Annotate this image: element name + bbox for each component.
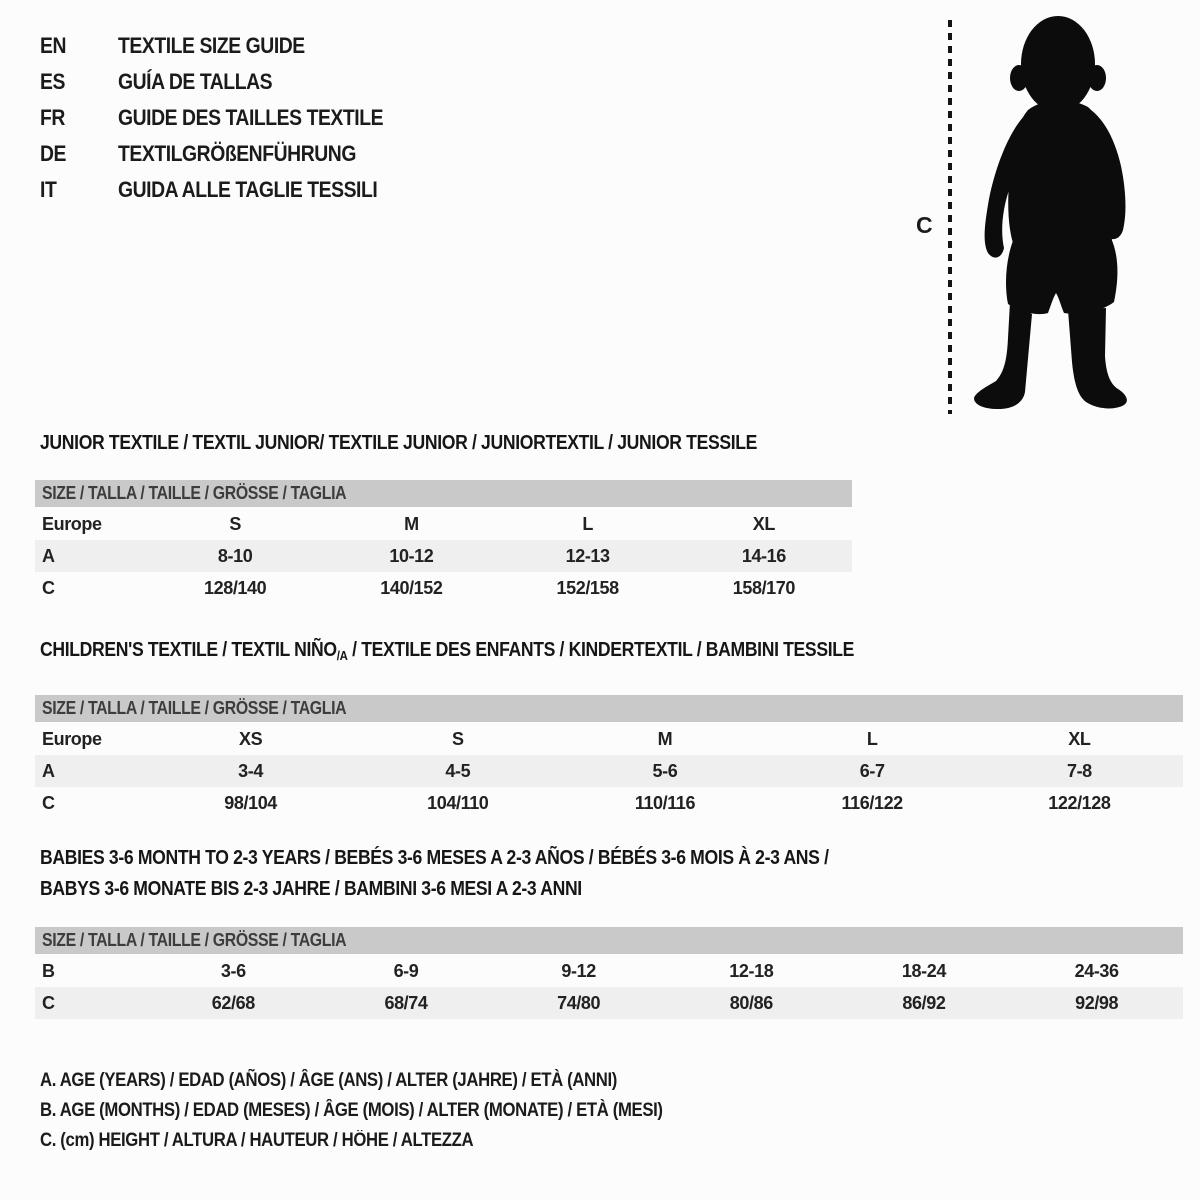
- language-code: DE: [40, 141, 67, 166]
- size-bar-text: SIZE / TALLA / TAILLE / GRÖSSE / TAGLIA: [42, 482, 347, 503]
- height-value: 92/98: [1075, 992, 1119, 1013]
- months-value: 3-6: [220, 961, 246, 982]
- language-row-es: [40, 64, 419, 100]
- size-bar-text: SIZE / TALLA / TAILLE / GRÖSSE / TAGLIA: [42, 697, 347, 718]
- language-code: ES: [40, 69, 65, 94]
- height-value: 140/152: [380, 577, 443, 598]
- junior-section-title: [40, 432, 855, 455]
- legend-text-c: C. (cm) HEIGHT / ALTURA / HAUTEUR / HÖHE / ALTEZZA: [40, 1130, 474, 1151]
- region-label: Europe: [42, 514, 102, 535]
- age-value: 6-7: [859, 760, 885, 781]
- language-row-fr: [40, 100, 419, 136]
- age-value: 14-16: [741, 545, 786, 566]
- language-title: TEXTILGRÖßENFÜHRUNG: [118, 141, 356, 166]
- row-label: A: [42, 760, 55, 781]
- language-title: GUIDE DES TAILLES TEXTILE: [118, 105, 384, 130]
- legend-text-b: B. AGE (MONTHS) / EDAD (MESES) / ÂGE (MOIS) / ALTER (MONATE) / ETÀ (MESI): [40, 1100, 663, 1121]
- height-measure-dashed-line: [948, 20, 952, 414]
- age-value: 10-12: [389, 545, 434, 566]
- children-title-post: / TEXTILE DES ENFANTS / KINDERTEXTIL / BAMBINI TESSILE: [347, 639, 855, 661]
- height-value: 116/122: [841, 792, 903, 813]
- size-bar-label: [35, 695, 1183, 723]
- babies-size-table: [35, 927, 1183, 1019]
- height-value: 122/128: [1048, 792, 1111, 813]
- toddler-leg-right: [1068, 308, 1127, 408]
- toddler-shorts: [1006, 238, 1117, 314]
- toddler-ear-left: [1010, 65, 1028, 91]
- age-value: 5-6: [652, 760, 678, 781]
- size-bar-row: [35, 695, 1183, 723]
- legend-line-c: [40, 1126, 748, 1156]
- months-value: 12-18: [729, 961, 774, 982]
- size-bar-text: SIZE / TALLA / TAILLE / GRÖSSE / TAGLIA: [42, 929, 347, 950]
- size-label: M: [657, 729, 673, 750]
- junior-height-row: [35, 572, 852, 604]
- months-value: 18-24: [901, 961, 946, 982]
- toddler-head: [1021, 16, 1095, 112]
- height-measure-label: C: [916, 212, 933, 238]
- row-label: C: [42, 577, 55, 598]
- height-value: 98/104: [224, 792, 277, 813]
- size-label: L: [582, 514, 593, 535]
- row-label: C: [42, 792, 55, 813]
- age-value: 3-4: [238, 760, 263, 781]
- language-code: IT: [40, 177, 57, 202]
- language-row-it: [40, 172, 419, 208]
- row-label: C: [42, 992, 55, 1013]
- babies-section-title: [40, 843, 936, 905]
- height-value: 80/86: [729, 992, 773, 1013]
- height-value: 104/110: [427, 792, 489, 813]
- size-label: XL: [1068, 729, 1091, 750]
- size-bar-row: [35, 927, 1183, 955]
- toddler-ear-right: [1088, 65, 1106, 91]
- babies-months-row: [35, 955, 1183, 987]
- junior-section-title-text: JUNIOR TEXTILE / TEXTIL JUNIOR/ TEXTILE JUNIOR / JUNIORTEXTIL / JUNIOR TESSILE: [40, 432, 758, 454]
- language-title-list: [40, 28, 419, 208]
- legend-line-b: [40, 1096, 748, 1126]
- babies-title-line-1: BABIES 3-6 MONTH TO 2-3 YEARS / BEBÉS 3-6 MESES A 2-3 AÑOS / BÉBÉS 3-6 MOIS À 2-3 ANS /: [40, 847, 829, 869]
- children-size-header-row: [35, 723, 1183, 755]
- toddler-silhouette-image: [966, 6, 1136, 418]
- height-value: 158/170: [732, 577, 795, 598]
- height-value: 68/74: [384, 992, 428, 1013]
- children-height-row: [35, 787, 1183, 819]
- height-value: 62/68: [211, 992, 255, 1013]
- size-label: L: [866, 729, 878, 750]
- junior-size-header-row: [35, 508, 852, 540]
- legend-text-a: A. AGE (YEARS) / EDAD (AÑOS) / ÂGE (ANS) / ALTER (JAHRE) / ETÀ (ANNI): [40, 1070, 618, 1091]
- region-label: Europe: [42, 729, 102, 750]
- language-title: GUIDA ALLE TAGLIE TESSILI: [118, 177, 378, 202]
- language-code: FR: [40, 105, 65, 130]
- size-label: XL: [752, 514, 775, 535]
- children-title-sub: /A: [336, 648, 348, 663]
- language-title: GUÍA DE TALLAS: [118, 69, 273, 94]
- age-value: 4-5: [445, 760, 471, 781]
- height-value: 128/140: [203, 577, 267, 598]
- junior-size-table: [35, 480, 852, 604]
- children-section-title-text: [40, 639, 854, 663]
- babies-height-row: [35, 987, 1183, 1019]
- height-value: 152/158: [556, 577, 619, 598]
- language-row-en: [40, 28, 419, 64]
- measure-legend: [40, 1066, 748, 1156]
- row-label: A: [42, 545, 55, 566]
- size-label: S: [229, 514, 241, 535]
- months-value: 9-12: [561, 961, 596, 982]
- age-value: 12-13: [565, 545, 610, 566]
- children-size-table: [35, 695, 1183, 819]
- junior-age-row: [35, 540, 852, 572]
- language-title: TEXTILE SIZE GUIDE: [118, 33, 305, 58]
- size-label: M: [404, 514, 419, 535]
- size-bar-label: [35, 927, 1183, 955]
- size-bar-label: [35, 480, 852, 508]
- age-value: 8-10: [217, 545, 253, 566]
- months-value: 24-36: [1074, 961, 1119, 982]
- babies-title-line-2: BABYS 3-6 MONATE BIS 2-3 JAHRE / BAMBINI 3-6 MESI A 2-3 ANNI: [40, 878, 582, 900]
- height-value: 110/116: [634, 792, 696, 813]
- children-title-pre: CHILDREN'S TEXTILE / TEXTIL NIÑO: [40, 639, 337, 661]
- language-row-de: [40, 136, 419, 172]
- size-label: S: [451, 729, 464, 750]
- language-code: EN: [40, 33, 67, 58]
- toddler-leg-left: [974, 302, 1032, 409]
- row-label: B: [42, 961, 55, 982]
- size-bar-row: [35, 480, 852, 508]
- age-value: 7-8: [1066, 760, 1092, 781]
- children-age-row: [35, 755, 1183, 787]
- months-value: 6-9: [393, 961, 419, 982]
- legend-line-a: [40, 1066, 748, 1096]
- height-value: 86/92: [902, 992, 946, 1013]
- height-value: 74/80: [557, 992, 601, 1013]
- children-section-title: [40, 639, 965, 663]
- size-label: XS: [238, 729, 263, 750]
